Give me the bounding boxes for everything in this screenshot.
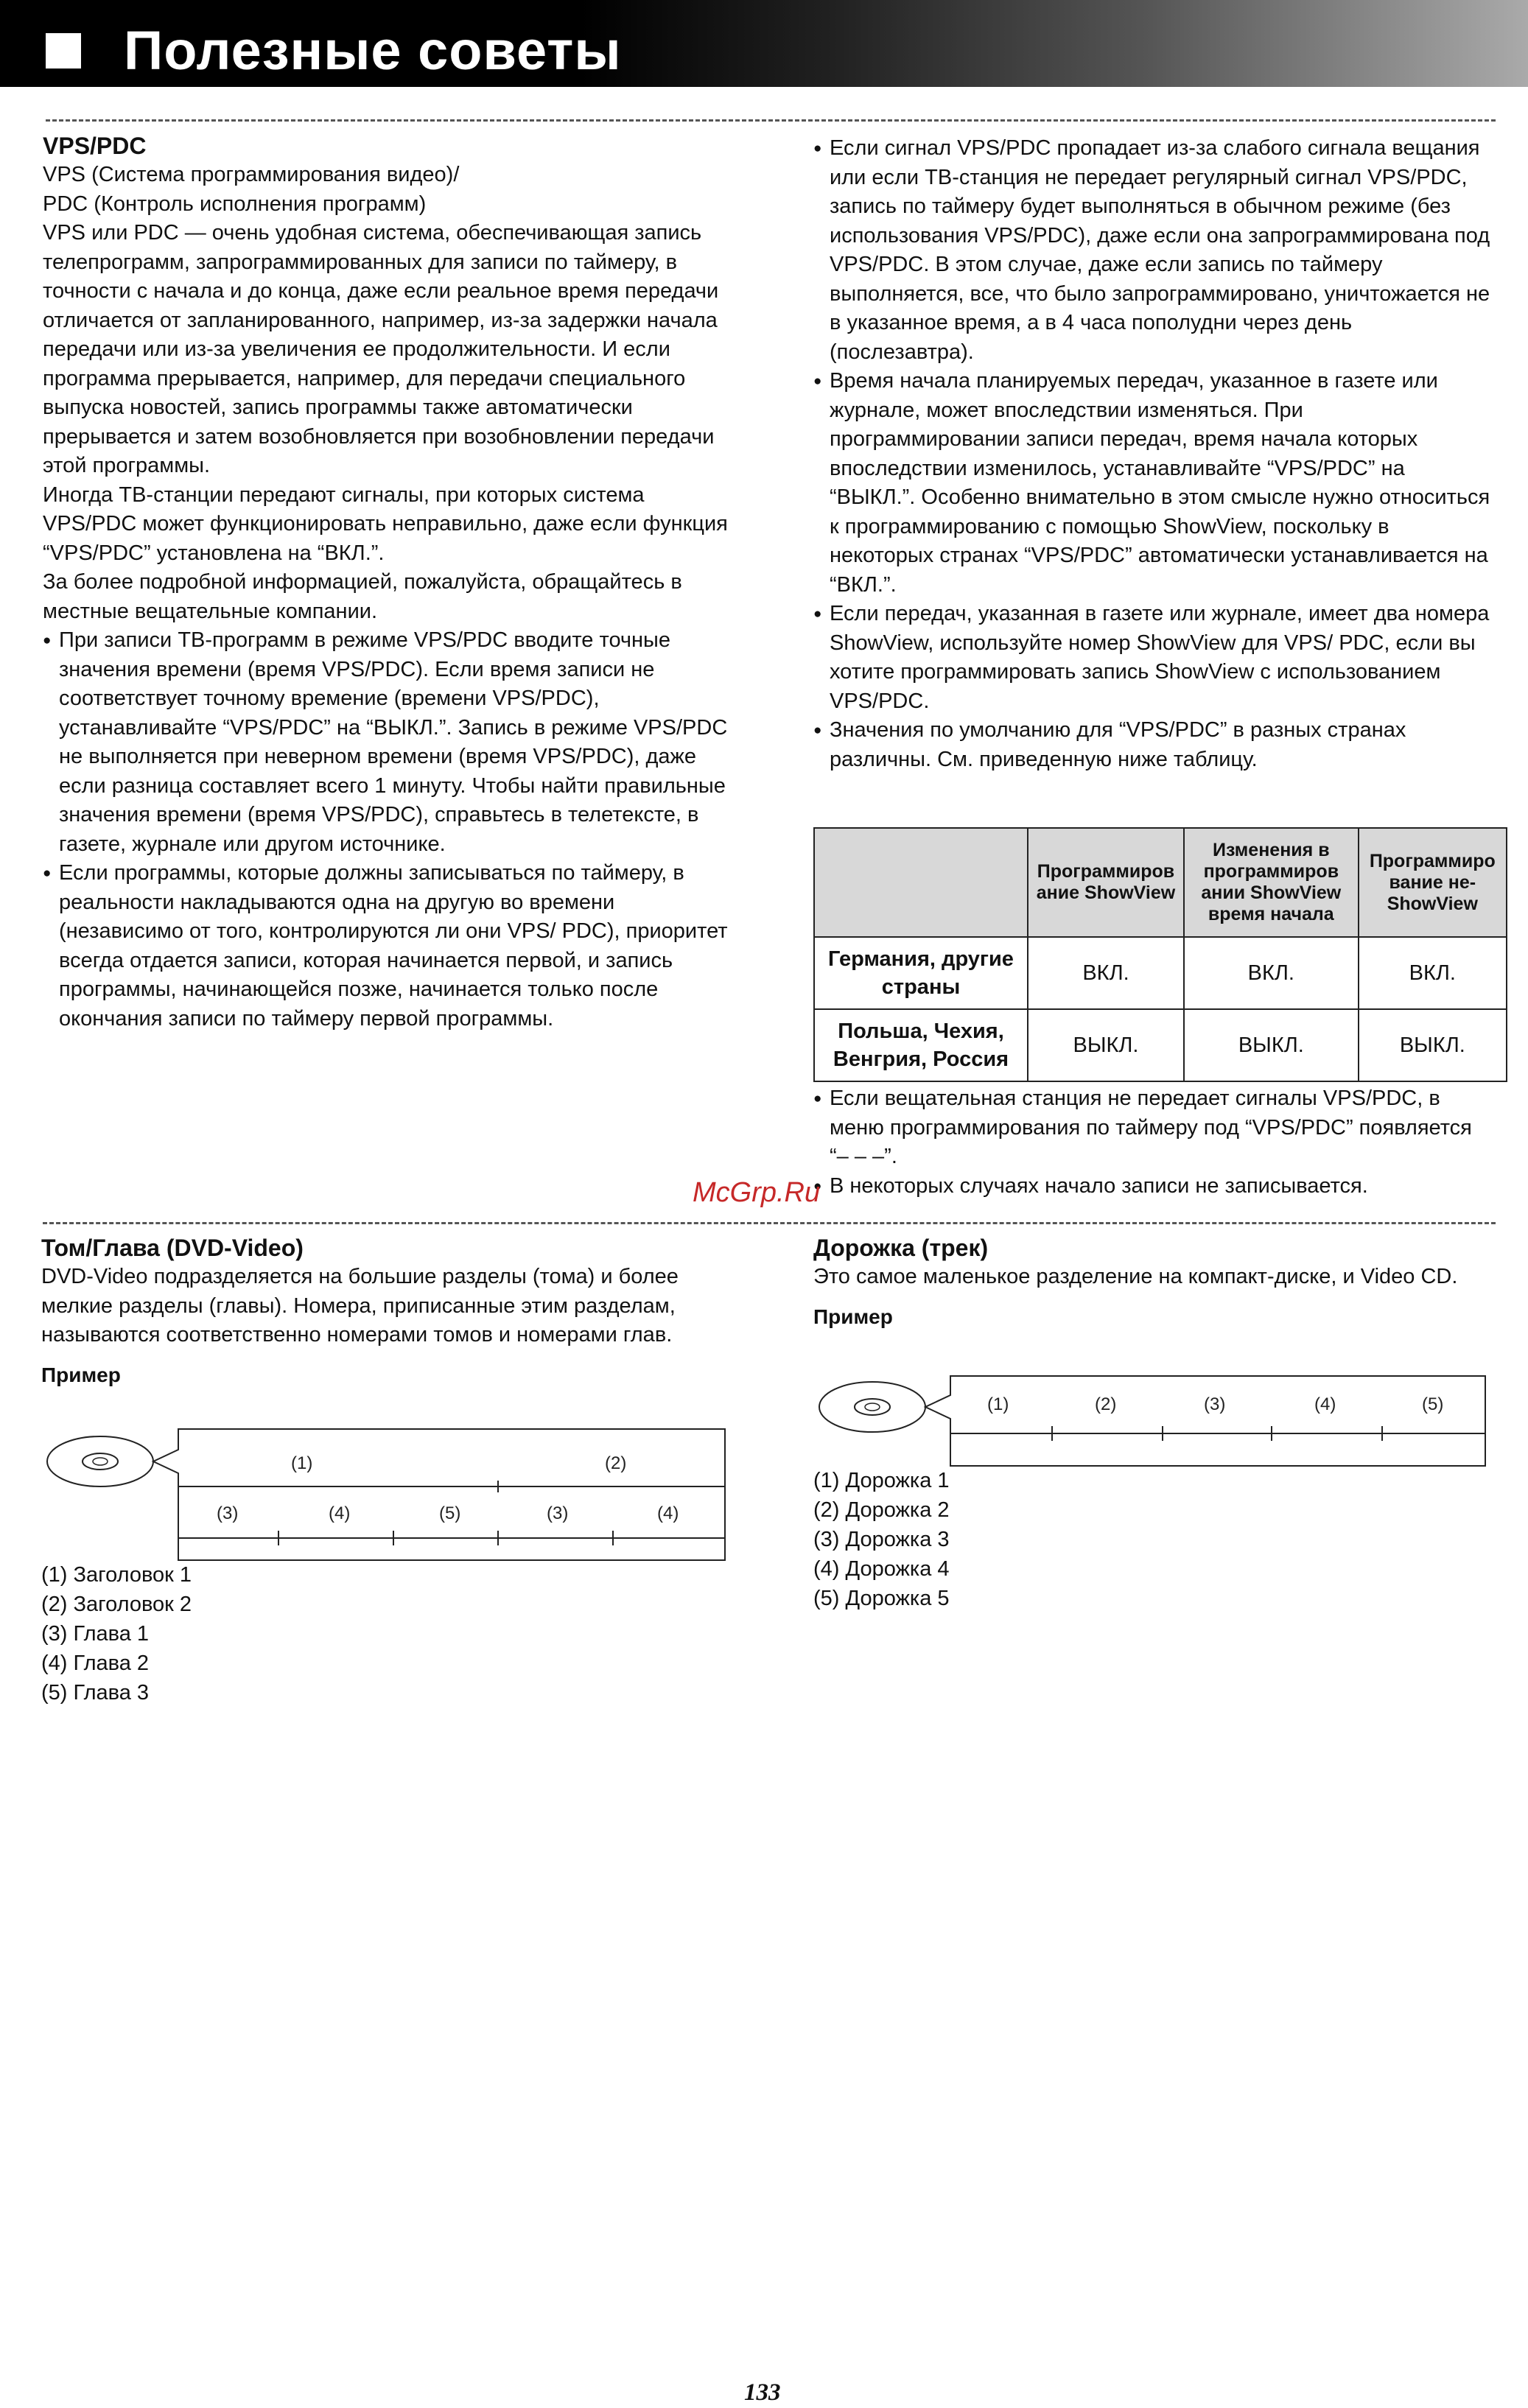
vps-bullet: ● Время начала планируемых передач, указанное в газете или журнале, может впоследствии изменяться. При программировании записи передач, время начала которых впоследствии изменилось, устанавливайте “VPS/PDC” на “ВЫКЛ.”. Особенно внимательно в этом смысле нужно относиться к программированию с помощью ShowView, поскольку в некоторых странах “VPS/PDC” автоматически устанавливается на “ВКЛ.”. [813,367,1491,600]
table-cell: ВЫКЛ. [1028,1009,1184,1081]
table-corner-cell [814,828,1028,937]
divider-middle [43,1222,1496,1224]
vps-bullet: ● Если программы, которые должны записываться по таймеру, в реальности накладываются одна на другую во времени (независимо от того, контролируются ли они VPS/ PDC), приоритет всегда отдается записи, которая начинается первой, и запись программы, начинающейся позже, начинается только после окончания записи по таймеру первой программы. [43,859,735,1033]
dvd-section [41,1233,749,1390]
legend-item: (1) Дорожка 1 [813,1469,950,1492]
dvd-title: Том/Глава (DVD-Video) [41,1235,304,1261]
table-cell: ВКЛ. [1028,937,1184,1009]
vps-bullet: ● В некоторых случаях начало записи не записывается. [813,1172,1491,1201]
vps-bullet: ● При записи ТВ-программ в режиме VPS/PDC вводите точные значения времени (время VPS/PDC). Если время записи не соответствует точному времение (времени VPS/PDC), устанавливайте “VPS/PDC” на “ВЫКЛ.”. Запись в режиме VPS/PDC не выполняется при неверном времени (время VPS/PDC), даже если разница составляет всего 1 минуту. Чтобы найти правильные значения времени (время VPS/PDC), справьтесь в телетексте, в газете, журнале или другом источнике. [43,626,735,859]
track-label: (1) [987,1394,1009,1414]
dvd-top-label: (2) [605,1453,627,1473]
table-row-label: Польша, Чехия, Венгрия, Россия [814,1009,1028,1081]
dvd-text: DVD-Video подразделяется на большие разделы (тома) и более мелкие разделы (главы). Номера, приписанные этим разделам, называются соответственно номерами томов и номерами глав. [41,1265,679,1347]
vps-paragraph: VPS (Система программирования видео)/ [43,163,460,186]
page-title: Полезные советы [124,20,622,81]
dvd-legend [41,1560,192,1707]
dvd-diagram [41,1420,734,1565]
dvd-bottom-label: (3) [217,1503,239,1523]
track-example-label: Пример [813,1305,893,1328]
vps-right-column [813,134,1491,774]
vps-left-column [43,131,735,1033]
track-diagram [813,1369,1496,1472]
legend-item: (5) Дорожка 5 [813,1587,950,1610]
table-header: Программиро вание не- ShowView [1359,828,1507,937]
table-cell: ВЫКЛ. [1359,1009,1507,1081]
dvd-top-label: (1) [291,1453,313,1473]
header-square-icon [46,33,81,69]
vps-title: VPS/PDC [43,133,147,159]
vps-bullet: ● Если сигнал VPS/PDC пропадает из-за слабого сигнала вещания или если ТВ-станция не передает регулярный сигнал VPS/PDC, запись по таймеру будет выполняться в обычном режиме (без использования VPS/PDC), даже если она запрограммирована под VPS/PDC. В этом случае, даже если запись по таймеру выполняется, все, что было запрограммировано, уничтожается не в указанное время, а в 4 часа пополудни через день (послезавтра). [813,134,1491,367]
track-section [813,1233,1499,1332]
table-row [814,1009,1507,1081]
track-label: (2) [1095,1394,1117,1414]
track-label: (3) [1204,1394,1226,1414]
table-cell: ВКЛ. [1359,937,1507,1009]
track-label: (5) [1422,1394,1444,1414]
watermark: McGrp.Ru [693,1177,821,1208]
page-number: 133 [744,2379,781,2406]
disc-icon [819,1382,925,1432]
vps-after-table [813,1084,1491,1201]
legend-item: (4) Дорожка 4 [813,1557,950,1581]
vps-paragraph: Иногда ТВ-станции передают сигналы, при которых система VPS/PDC может функционировать неправильно, даже если функция “VPS/PDC” установлена на “ВКЛ.”. [43,482,728,565]
dvd-bottom-label: (3) [547,1503,569,1523]
table-cell: ВКЛ. [1184,937,1359,1009]
track-text: Это самое маленькое разделение на компакт-диске, и Video CD. [813,1265,1458,1288]
divider-top [46,119,1496,122]
vps-bullet: ● Значения по умолчанию для “VPS/PDC” в разных странах различны. См. приведенную ниже таблицу. [813,716,1491,774]
track-label: (4) [1314,1394,1336,1414]
legend-item: (1) Заголовок 1 [41,1563,192,1587]
table-cell: ВЫКЛ. [1184,1009,1359,1081]
vps-bullet: ● Если передач, указанная в газете или журнале, имеет два номера ShowView, используйте номер ShowView для VPS/ PDC, если вы хотите программировать запись ShowView с использованием VPS/PDC. [813,600,1491,716]
track-title: Дорожка (трек) [813,1235,989,1261]
dvd-bottom-label: (5) [439,1503,461,1523]
vps-paragraph: За более подробной информацией, пожалуйста, обращайтесь в местные вещательные компании. [43,570,682,623]
track-legend [813,1466,950,1613]
table-header: Изменения в программиров ании ShowView время начала [1184,828,1359,937]
disc-icon [47,1436,153,1486]
dvd-bottom-label: (4) [329,1503,351,1523]
dvd-bottom-label: (4) [657,1503,679,1523]
table-header: Программиров ание ShowView [1028,828,1184,937]
vps-bullet: ● Если вещательная станция не передает сигналы VPS/PDC, в меню программирования по таймеру под “VPS/PDC” появляется “– – –”. [813,1084,1491,1172]
legend-item: (4) Глава 2 [41,1651,150,1675]
legend-item: (3) Дорожка 3 [813,1528,950,1551]
table-row [814,937,1507,1009]
vps-paragraph: PDC (Контроль исполнения программ) [43,192,427,216]
legend-item: (3) Глава 1 [41,1622,150,1646]
legend-item: (2) Заголовок 2 [41,1593,192,1616]
table-row-label: Германия, другие страны [814,937,1028,1009]
legend-item: (2) Дорожка 2 [813,1498,950,1522]
page-header [0,0,1528,87]
dvd-example-label: Пример [41,1363,121,1386]
vps-paragraph: VPS или PDC — очень удобная система, обеспечивающая запись телепрограмм, запрограммированных для записи по таймеру, в точности с начала и до конца, даже если реальное время передачи отличается от запланированного, например, из-за задержки начала передачи или из-за увеличения ее продолжительности. И если программа прерывается, например, для передачи специального выпуска новостей, запись программы также автоматически прерывается и затем возобновляется при возобновлении передачи этой программы. [43,221,719,477]
legend-item: (5) Глава 3 [41,1681,150,1705]
vps-default-table [813,827,1507,1082]
